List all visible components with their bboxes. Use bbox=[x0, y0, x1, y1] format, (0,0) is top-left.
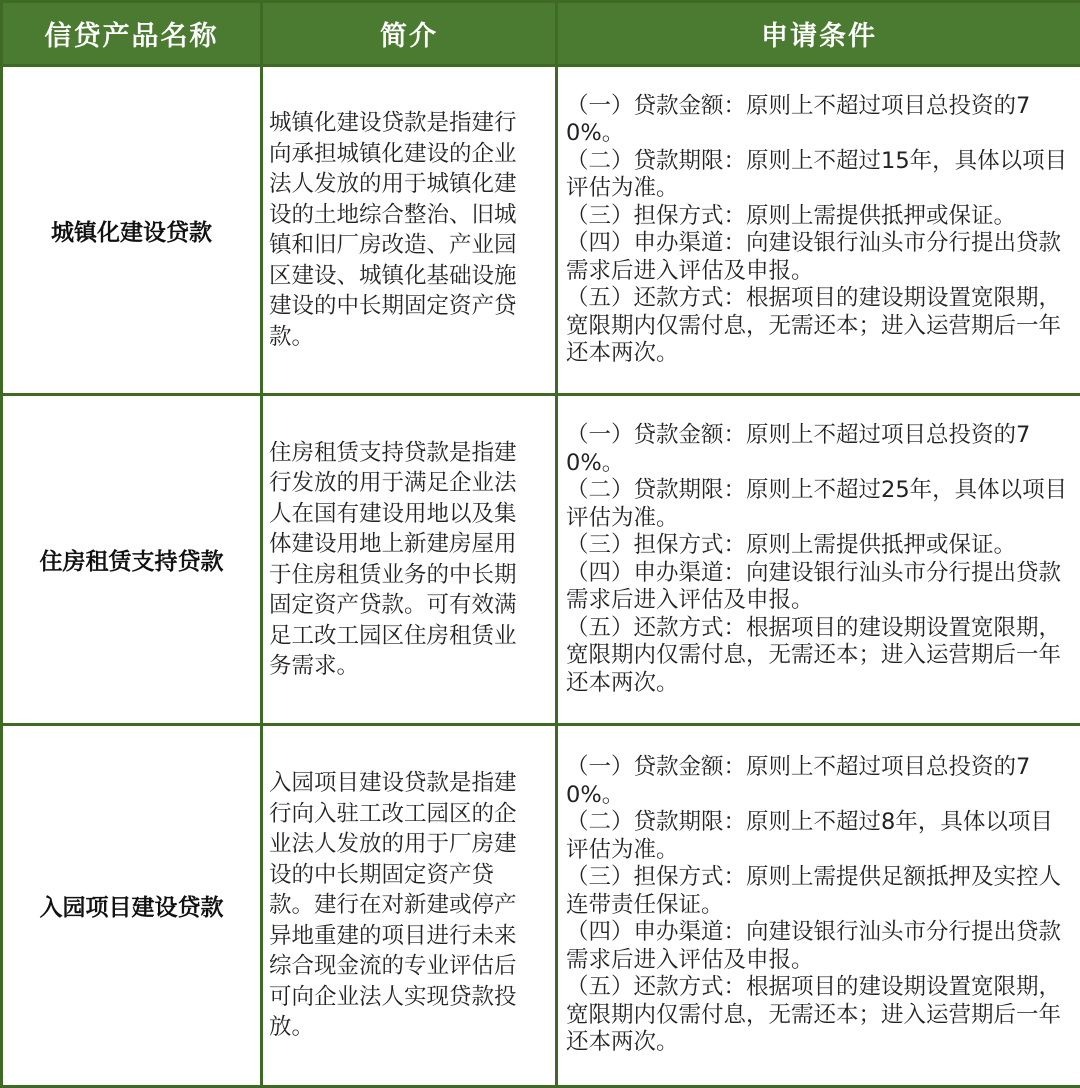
product-name-cell: 入园项目建设贷款 bbox=[2, 725, 262, 1087]
table-row bbox=[2, 66, 1080, 395]
condition-channel: （四）申办渠道：向建设银行汕头市分行提出贷款需求后进入评估及申报。 bbox=[566, 230, 1062, 284]
table-header bbox=[2, 2, 1080, 66]
product-intro-cell: 城镇化建设贷款是指建行向承担城镇化建设的企业法人发放的用于城镇化建设的土地综合整治、旧城镇和旧厂房改造、产业园区建设、城镇化基础设施建设的中长期固定资产贷款。 bbox=[262, 66, 557, 395]
condition-term: （二）贷款期限：原则上不超过25年，具体以项目评估为准。 bbox=[566, 477, 1068, 531]
table-row bbox=[2, 395, 1080, 725]
condition-repayment: （五）还款方式：根据项目的建设期设置宽限期，宽限期内仅需付息，无需还本；进入运营期后一年还本两次。 bbox=[566, 285, 1062, 366]
condition-channel: （四）申办渠道：向建设银行汕头市分行提出贷款需求后进入评估及申报。 bbox=[566, 919, 1062, 973]
product-intro-cell: 住房租赁支持贷款是指建行发放的用于满足企业法人在国有建设用地以及集体建设用地上新建房屋用于住房租赁业务的中长期固定资产贷款。可有效满足工改工园区住房租赁业务需求。 bbox=[262, 395, 557, 725]
product-name-cell: 城镇化建设贷款 bbox=[2, 66, 262, 395]
product-conditions-cell bbox=[557, 725, 1080, 1087]
header-row bbox=[2, 2, 1080, 66]
header-conditions: 申请条件 bbox=[557, 2, 1080, 66]
condition-repayment: （五）还款方式：根据项目的建设期设置宽限期，宽限期内仅需付息，无需还本；进入运营期后一年还本两次。 bbox=[566, 974, 1062, 1056]
product-conditions-cell bbox=[557, 395, 1080, 725]
table-row bbox=[2, 725, 1080, 1087]
condition-amount: （一）贷款金额：原则上不超过项目总投资的70%。 bbox=[566, 92, 1031, 146]
condition-guarantee: （三）担保方式：原则上需提供足额抵押及实控人连带责任保证。 bbox=[566, 864, 1062, 918]
condition-amount: （一）贷款金额：原则上不超过项目总投资的70%。 bbox=[566, 422, 1031, 476]
product-intro-cell: 入园项目建设贷款是指建行向入驻工改工园区的企业法人发放的用于厂房建设的中长期固定资产贷款。建行在对新建或停产异地重建的项目进行未来综合现金流的专业评估后可向企业法人实现贷款投放。 bbox=[262, 725, 557, 1087]
product-name-cell: 住房租赁支持贷款 bbox=[2, 395, 262, 725]
condition-guarantee: （三）担保方式：原则上需提供抵押或保证。 bbox=[566, 202, 1017, 229]
condition-guarantee: （三）担保方式：原则上需提供抵押或保证。 bbox=[566, 532, 1017, 558]
header-intro: 简介 bbox=[262, 2, 557, 66]
product-conditions-cell bbox=[557, 66, 1080, 395]
condition-channel: （四）申办渠道：向建设银行汕头市分行提出贷款需求后进入评估及申报。 bbox=[566, 559, 1062, 613]
condition-term: （二）贷款期限：原则上不超过15年，具体以项目评估为准。 bbox=[566, 147, 1068, 201]
condition-amount: （一）贷款金额：原则上不超过项目总投资的70%。 bbox=[566, 754, 1031, 808]
header-product-name: 信贷产品名称 bbox=[2, 2, 262, 66]
condition-repayment: （五）还款方式：根据项目的建设期设置宽限期，宽限期内仅需付息，无需还本；进入运营期后一年还本两次。 bbox=[566, 614, 1062, 696]
table-body bbox=[2, 66, 1080, 1087]
condition-term: （二）贷款期限：原则上不超过8年，具体以项目评估为准。 bbox=[566, 809, 1053, 863]
